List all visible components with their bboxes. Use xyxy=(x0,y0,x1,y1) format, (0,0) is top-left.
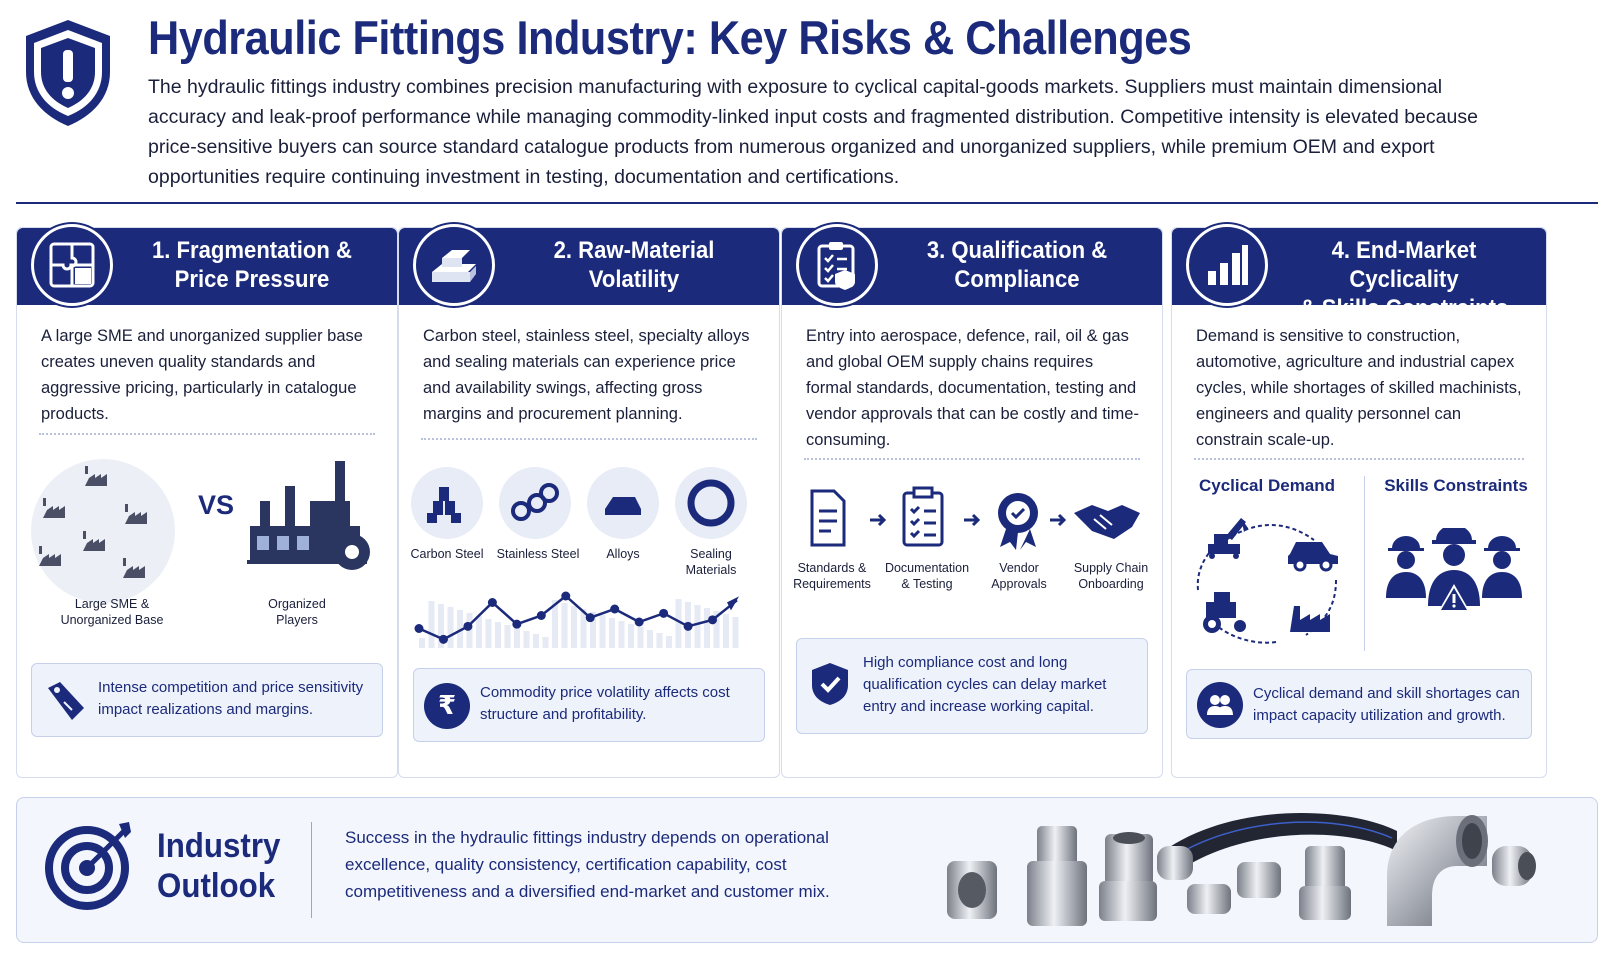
arrow-icon xyxy=(870,515,884,525)
rupee-icon: ₹ xyxy=(424,683,470,729)
arrow-icon xyxy=(1050,515,1064,525)
card-description: Carbon steel, stainless steel, specialty alloys and sealing materials can experience price and availability swings, affecting gross margins and procurement planning. xyxy=(423,327,750,423)
outlook-heading-line-2: Outlook xyxy=(157,867,276,905)
card-raw-material xyxy=(398,227,780,778)
dotted-divider xyxy=(421,438,757,440)
trend-background-bar xyxy=(486,619,492,648)
trend-background-bar xyxy=(562,603,568,648)
trend-background-bar xyxy=(657,633,663,648)
shield-check-icon xyxy=(807,661,853,707)
trend-point xyxy=(684,622,693,631)
car-icon xyxy=(1288,542,1338,570)
trend-background-bar xyxy=(514,628,520,648)
tractor-icon xyxy=(1203,592,1246,633)
page-title: Hydraulic Fittings Industry: Key Risks & Challenges xyxy=(148,11,1192,64)
card-description: Entry into aerospace, defence, rail, oil & gas and global OEM supply chains requires formal standards, documentation, testing and vendor approvals that can be costly and time-consuming. xyxy=(806,327,1139,449)
callout-text: Intense competition and price sensitivity impact realizations and margins. xyxy=(98,679,364,718)
price-volatility-trend xyxy=(413,588,763,658)
vs-label: VS xyxy=(198,490,235,520)
trend-point xyxy=(439,635,448,644)
trend-point xyxy=(561,592,570,601)
trend-point xyxy=(415,624,424,633)
outlook-heading xyxy=(157,826,280,906)
step-label: Vendor Approvals xyxy=(991,561,1047,591)
callout-box xyxy=(1186,669,1532,739)
skills-constraints-heading: Skills Constraints xyxy=(1384,476,1528,495)
bar-chart-icon xyxy=(1186,224,1268,306)
dotted-divider xyxy=(804,458,1140,460)
card-header xyxy=(782,228,1162,305)
trend-background-bar xyxy=(704,608,710,648)
callout-box xyxy=(796,638,1148,734)
trend-background-bar xyxy=(638,627,644,648)
dotted-divider xyxy=(1194,458,1524,460)
metal-bars-icon xyxy=(413,224,495,306)
card-description: Demand is sensitive to construction, automotive, agriculture and industrial capex cycles, while shortages of skilled machinists, engineers and quality personnel can constrain scale-up. xyxy=(1196,327,1522,449)
trend-background-bar xyxy=(695,605,701,648)
vertical-divider xyxy=(1364,476,1365,651)
card-title: 3. Qualification & Compliance xyxy=(926,237,1108,293)
trend-background-bar xyxy=(543,637,549,648)
outlook-text: Success in the hydraulic fittings industry depends on operational excellence, quality consistency, certification capability, cost competitiveness and a diversified end-market and customer mix. xyxy=(345,828,830,901)
trend-background-bar xyxy=(619,621,625,648)
award-badge-icon xyxy=(998,493,1038,550)
trend-point xyxy=(659,609,668,618)
card-header xyxy=(17,228,397,305)
intro-paragraph: The hydraulic fittings industry combines precision manufacturing with exposure to cyclical capital-goods markets. Suppliers must maintain dimensional accuracy and leak-proof performance while managing commodity-linked input costs and fragmented distribution. Competitive intensity is elevated because price-sensitive buyers can source standard catalogue products from numerous organized and unorganized suppliers, while premium OEM and export opportunities require continuing investment in testing, documentation and certifications. xyxy=(148,76,1478,188)
trend-background-bar xyxy=(733,617,739,648)
demand-cycle-illustration xyxy=(1186,510,1356,650)
trend-background-bar xyxy=(723,614,729,648)
trend-background-bar xyxy=(647,630,653,648)
trend-point xyxy=(463,622,472,631)
organized-label: Organized Players xyxy=(268,597,326,627)
vertical-divider xyxy=(311,822,312,918)
shield-alert-icon xyxy=(20,16,116,130)
trend-background-bar xyxy=(476,616,482,648)
large-factory-icon xyxy=(247,461,370,570)
cyclical-demand-heading: Cyclical Demand xyxy=(1198,476,1336,495)
outlook-heading-line-1: Industry xyxy=(157,827,281,865)
card-header xyxy=(399,228,779,305)
card-cyclicality xyxy=(1171,227,1547,778)
trend-background-bar xyxy=(495,622,501,648)
trend-point xyxy=(488,598,497,607)
callout-box xyxy=(413,668,765,742)
card-title: 1. Fragmentation & Price Pressure xyxy=(152,237,352,293)
dotted-divider xyxy=(39,433,375,435)
checklist-icon xyxy=(796,224,878,306)
trend-background-bar xyxy=(524,631,530,648)
trend-point xyxy=(610,605,619,614)
card-title: 2. Raw-Material Volatility xyxy=(553,237,715,293)
trend-point xyxy=(512,620,521,629)
target-icon xyxy=(45,820,135,910)
trend-point xyxy=(537,611,546,620)
card-qualification xyxy=(781,227,1163,778)
trend-background-bar xyxy=(571,606,577,648)
sme-label: Large SME & Unorganized Base xyxy=(60,597,164,627)
trend-point xyxy=(586,613,595,622)
material-label: Sealing Materials xyxy=(685,547,737,577)
trend-background-bar xyxy=(419,638,425,648)
divider xyxy=(16,202,1598,204)
step-label: Standards & Requirements xyxy=(793,561,871,591)
people-icon xyxy=(1197,682,1243,728)
document-icon xyxy=(812,491,844,545)
trend-background-bar xyxy=(600,615,606,648)
step-label: Documentation & Testing xyxy=(884,561,970,591)
excavator-icon xyxy=(1208,518,1248,559)
material-label: Stainless Steel xyxy=(496,547,580,561)
step-label: Supply Chain Onboarding xyxy=(1073,561,1149,591)
arrow-icon xyxy=(964,515,978,525)
materials-icons xyxy=(409,465,769,545)
clipboard-icon xyxy=(904,488,942,545)
industry-outlook-panel xyxy=(16,797,1598,943)
hydraulic-fittings-image xyxy=(927,806,1547,936)
sme-vs-organized-illustration xyxy=(25,456,395,606)
callout-text: High compliance cost and long qualification cycles can delay market entry and increase working capital. xyxy=(863,654,1107,715)
price-tag-icon xyxy=(42,678,88,724)
card-fragmentation xyxy=(16,227,398,778)
qualification-process-icons xyxy=(792,483,1152,553)
callout-text: Cyclical demand and skill shortages can impact capacity utilization and growth. xyxy=(1253,685,1520,724)
puzzle-icon xyxy=(31,224,113,306)
card-header xyxy=(1172,228,1546,322)
header xyxy=(0,0,1619,205)
trend-background-bar xyxy=(628,624,634,648)
handshake-icon xyxy=(1074,505,1140,539)
trend-background-bar xyxy=(505,625,511,648)
material-label: Alloys xyxy=(606,547,640,561)
trend-point xyxy=(708,615,717,624)
trend-background-bar xyxy=(666,636,672,648)
callout-box xyxy=(31,663,383,737)
card-title: 4. End-Market Cyclicality & Skills Constraints xyxy=(1299,237,1509,322)
trend-background-bar xyxy=(448,607,454,648)
trend-point xyxy=(635,618,644,627)
trend-background-bar xyxy=(533,634,539,648)
skilled-workers-illustration xyxy=(1378,528,1538,638)
card-description: A large SME and unorganized supplier base creates uneven quality standards and aggressive pricing, particularly in catalogue products. xyxy=(41,327,363,423)
material-label: Carbon Steel xyxy=(410,547,484,561)
trend-background-bar xyxy=(609,618,615,648)
trend-background-bar xyxy=(429,601,435,648)
callout-text: Commodity price volatility affects cost structure and profitability. xyxy=(480,684,730,723)
factory-icon xyxy=(1290,606,1330,632)
